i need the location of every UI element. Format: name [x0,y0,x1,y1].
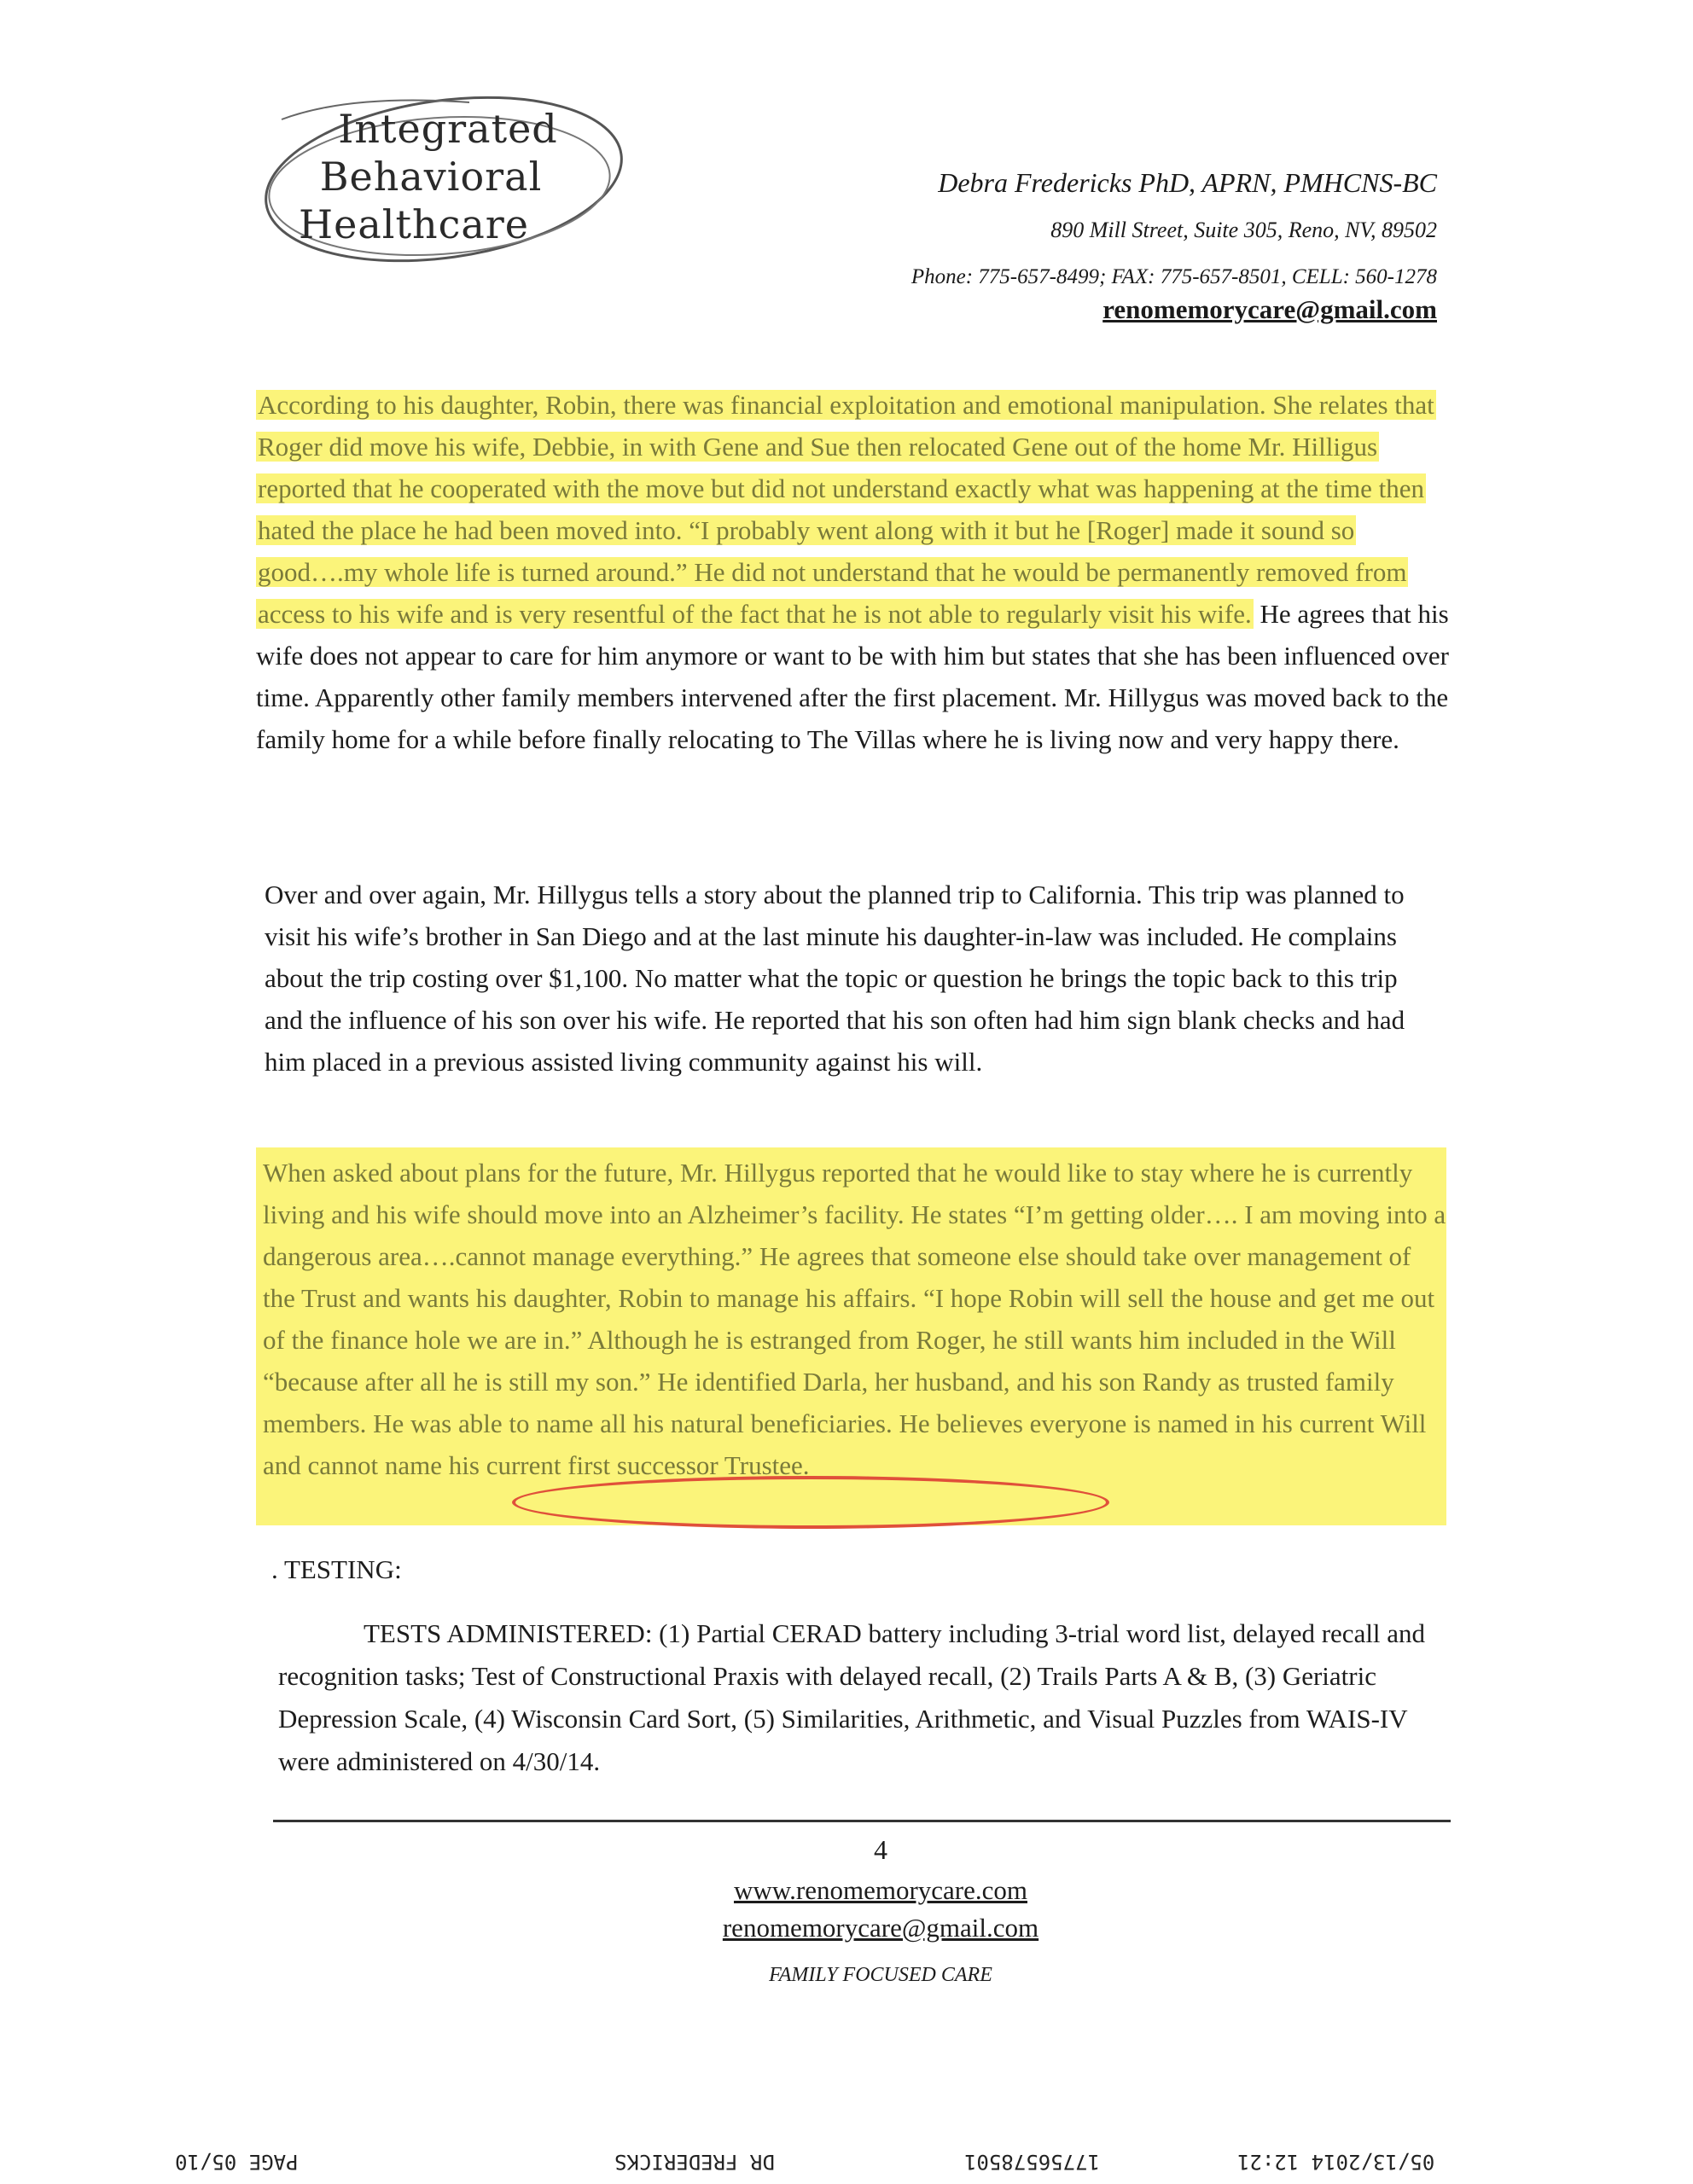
author-name: Debra Fredericks PhD, APRN, PMHCNS-BC [938,167,1437,198]
logo-line-1: Integrated [338,106,558,152]
logo-line-2: Behavioral [319,154,543,200]
footer-website-link[interactable]: www.renomemorycare.com [733,1875,1027,1905]
header-email-link[interactable]: renomemorycare@gmail.com [1102,294,1437,324]
footer-email-link[interactable]: renomemorycare@gmail.com [722,1913,1039,1943]
fax-number: 17756578501 [964,2150,1100,2174]
paragraph-2: Over and over again, Mr. Hillygus tells a story about the planned trip to California. This trip was planned to visit his wife’s brother in San Diego and at the last minute his daughter-in-law was included. He complains about the trip costing over $1,100. No matter what the topic or question he brings the topic back to this trip and the influence of his son over his wife. He reported that his son often had him sign blank checks and had him placed in a previous assisted living community against his will. [265,880,1405,1077]
page-number: 4 [874,1834,887,1865]
footer-divider [273,1820,1451,1822]
address: 890 Mill Street, Suite 305, Reno, NV, 89502 [1050,218,1437,242]
phone-line: Phone: 775-657-8499; FAX: 775-657-8501, CELL: 560-1278 [910,265,1437,288]
footer-tagline: FAMILY FOCUSED CARE [769,1964,992,1986]
paragraph-text: He agrees that his wife does not appear to care for him anymore or want to be with him but states that she has been influenced over time. Apparently other family members intervened after the first placement. Mr. Hillygus was moved back to the family home for a while before finally relocating to The Villas where he is living now and very happy there. [256,599,1449,754]
red-circle-annotation [512,1476,1109,1529]
tests-administered: TESTS ADMINISTERED: (1) Partial CERAD battery including 3-trial word list, delayed recall and recognition tasks; Test of Constructional Praxis with delayed recall, (2) Trails Parts A & B, (3) Geriatric Depression Scale, (4) Wisconsin Card Sort, (5) Similarities, Arithmetic, and Visual Puzzles from WAIS-IV were administered on 4/30/14. [278,1618,1426,1776]
highlighted-text: When asked about plans for the future, Mr. Hillygus reported that he would like to stay where he is currently living and his wife should move into an Alzheimer’s facility. He states “I’m getting older…. I am moving into a dangerous area….cannot manage everything.” He agrees that someone else should take over management of the Trust and wants his daughter, Robin to manage his affairs. “I hope Robin will sell the house and get me out of the finance hole we are in.” Although he is estranged from Roger, he still wants him included in the Will “because after all he is still my son.” He identified Darla, her husband, and his son Randy as trusted family members. He was able to name all his natural beneficiaries. He believes everyone is named in his current Will and cannot name his current first successor Trustee. [263,1158,1446,1480]
logo-line-3: Healthcare [299,201,529,247]
fax-page: PAGE 05/10 [175,2150,299,2174]
paragraph-3 [263,1152,1449,1486]
paragraph-1 [256,384,1451,760]
highlighted-text: According to his daughter, Robin, there was financial exploitation and emotional manipulation. She relates that Roger did move his wife, Debbie, in with Gene and Sue then relocated Gene out of the home Mr. Hilligus reported that he cooperated with the move but did not understand exactly what was happening at the time then hated the place he had been moved into. “I probably went along with it but he [Roger] made it sound so good….my whole life is turned around.” He did not understand that he would be permanently removed from access to his wife and is very resentful of the fact that he is not able to regularly visit his wife. [258,390,1434,629]
fax-sender: DR FREDERICKS [614,2150,775,2174]
letterhead [911,167,1437,325]
testing-heading: . TESTING: [271,1554,402,1584]
logo [247,85,631,282]
fax-date-time: 05/13/2014 12:21 [1237,2150,1435,2174]
